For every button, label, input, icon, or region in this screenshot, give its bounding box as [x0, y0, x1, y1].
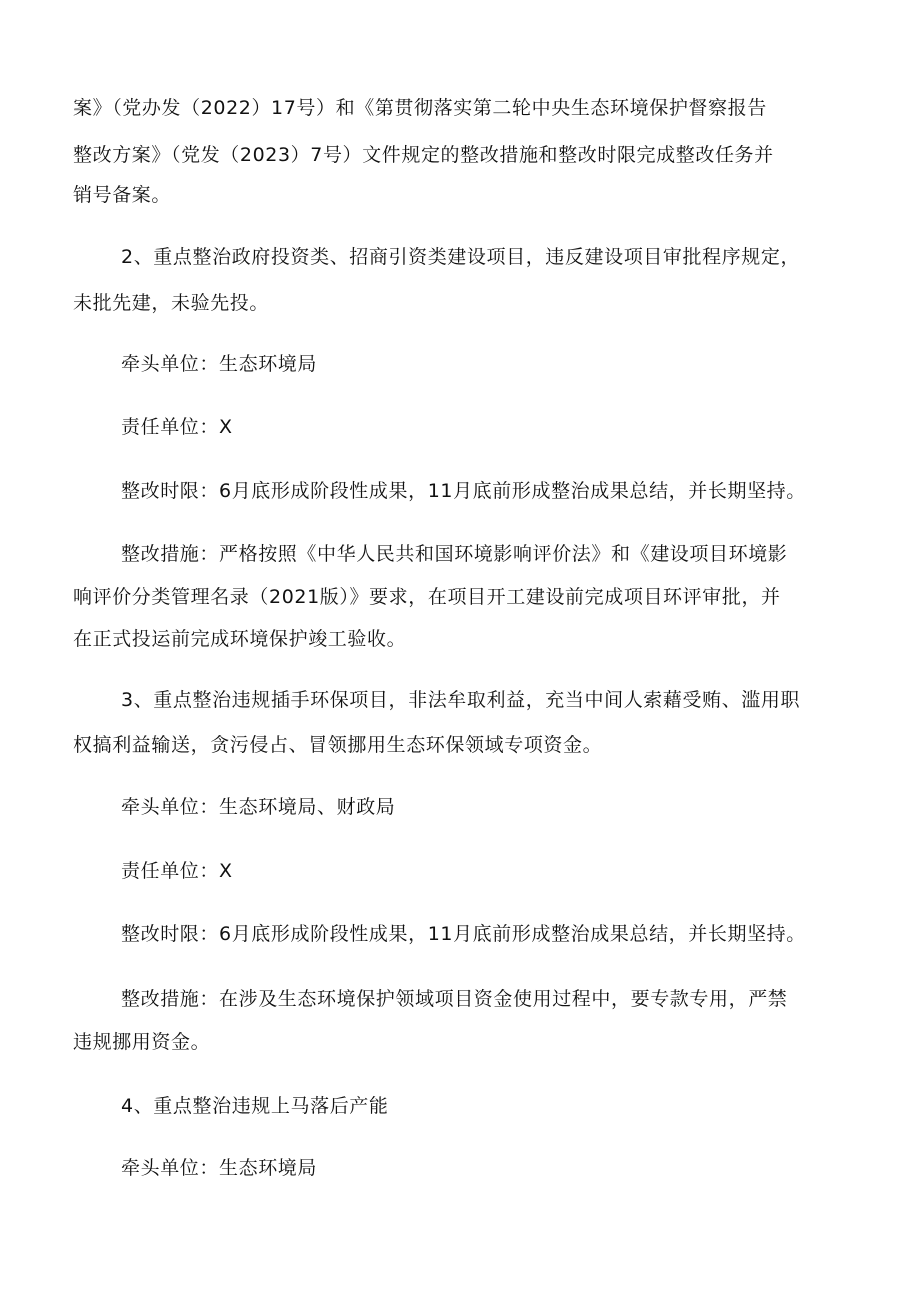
item-2-heading: 2、重点整治政府投资类、招商引资类建设项目，违反建设项目审批程序规定，	[121, 246, 801, 268]
text-line: 权搞利益输送，贪污侵占、冒领挪用生态环保领域专项资金。	[73, 734, 603, 756]
responsible-unit-line: 责任单位：X	[121, 860, 233, 882]
text-line: 违规挪用资金。	[73, 1031, 211, 1053]
deadline-line: 整改时限：6月底形成阶段性成果，11月底前形成整治成果总结，并长期坚持。	[121, 480, 806, 502]
deadline-line: 整改时限：6月底形成阶段性成果，11月底前形成整治成果总结，并长期坚持。	[121, 923, 806, 945]
item-3-heading: 3、重点整治违规插手环保项目，非法牟取利益，充当中间人索藉受贿、滥用职	[121, 689, 801, 711]
text-line: 响评价分类管理名录（2021版）》要求，在项目开工建设前完成项目环评审批，并	[73, 586, 781, 608]
measures-line: 整改措施：严格按照《中华人民共和国环境影响评价法》和《建设项目环境影	[121, 543, 788, 565]
text-line: 案》（党办发（2022）17号）和《第贯彻落实第二轮中央生态环境保护督察报告	[73, 97, 767, 119]
text-line: 在正式投运前完成环境保护竣工验收。	[73, 628, 407, 650]
text-line: 销号备案。	[73, 184, 172, 206]
responsible-unit-line: 责任单位：X	[121, 416, 233, 438]
item-4-heading: 4、重点整治违规上马落后产能	[121, 1095, 389, 1117]
lead-unit-line: 牵头单位：生态环境局、财政局	[121, 796, 396, 818]
measures-line: 整改措施：在涉及生态环境保护领域项目资金使用过程中，要专款专用，严禁	[121, 988, 788, 1010]
lead-unit-line: 牵头单位：生态环境局	[121, 353, 318, 375]
text-line: 整改方案》（党发（2023）7号）文件规定的整改措施和整改时限完成整改任务并	[73, 144, 774, 166]
text-line: 未批先建，未验先投。	[73, 292, 270, 314]
lead-unit-line: 牵头单位：生态环境局	[121, 1157, 318, 1179]
